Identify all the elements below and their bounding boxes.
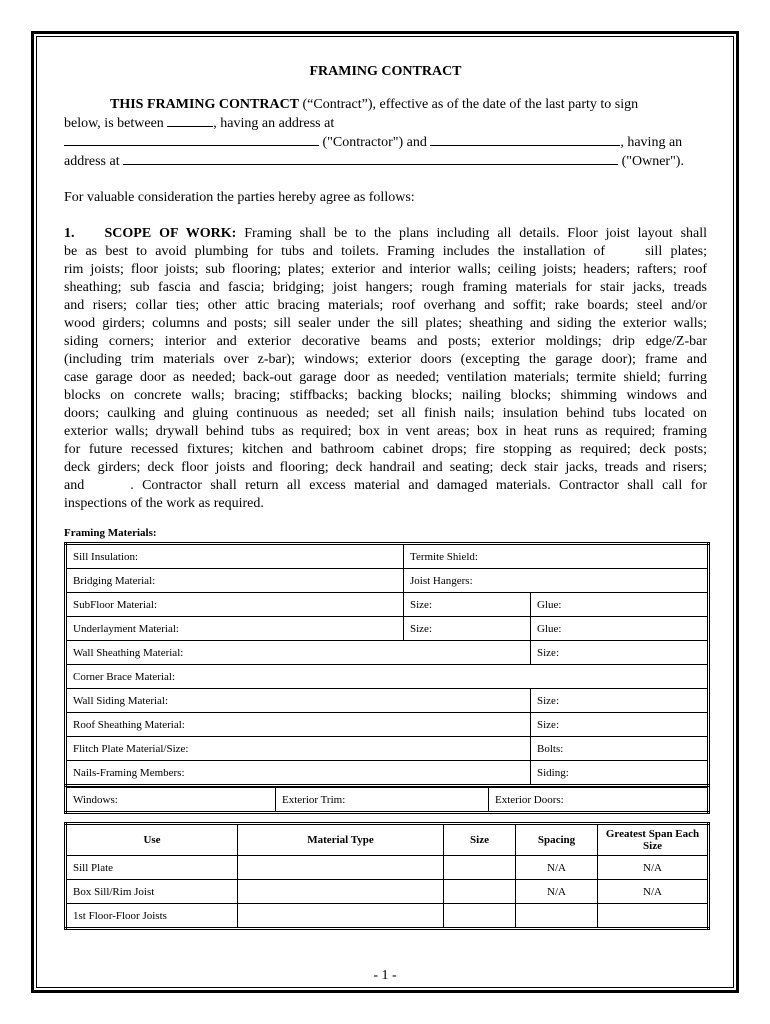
span-cell: N/A <box>598 880 709 904</box>
bridging-material-field[interactable]: Bridging Material: <box>66 569 404 593</box>
scope-line: deck girders; deck floor joists and flooring; deck handrail and seating; deck stair jacks, treads and risers; <box>64 460 707 475</box>
exterior-doors-field[interactable]: Exterior Doors: <box>489 788 709 813</box>
corner-brace-field[interactable]: Corner Brace Material: <box>66 665 709 689</box>
page-number: - 1 - <box>373 968 397 983</box>
windows-trim-doors-table <box>64 787 710 814</box>
wall-sheathing-field[interactable]: Wall Sheathing Material: <box>66 641 531 665</box>
scope-line: (including trim materials over z-bar); windows; exterior doors (excepting the garage door); frame and <box>64 352 707 367</box>
intro-paragraph <box>64 96 707 171</box>
joist-hangers-field[interactable]: Joist Hangers: <box>404 569 709 593</box>
span-cell[interactable] <box>598 904 709 929</box>
use-cell: Sill Plate <box>66 856 238 880</box>
scope-line: Framing shall be to the plans including all details. Floor joist layout shall <box>244 226 708 241</box>
size-cell[interactable] <box>444 880 516 904</box>
material-type-cell[interactable] <box>238 904 444 929</box>
consideration-text: For valuable consideration the parties hereby agree as follows: <box>64 190 415 205</box>
wall-sheathing-size-field[interactable]: Size: <box>531 641 709 665</box>
sill-insulation-field[interactable]: Sill Insulation: <box>66 544 404 569</box>
roof-sheathing-field[interactable]: Roof Sheathing Material: <box>66 713 531 737</box>
span-cell: N/A <box>598 856 709 880</box>
column-header-material-type: Material Type <box>238 824 444 856</box>
windows-field[interactable]: Windows: <box>66 788 276 813</box>
termite-shield-field[interactable]: Termite Shield: <box>404 544 709 569</box>
material-type-cell[interactable] <box>238 880 444 904</box>
scope-line: and risers; collar ties; other attic bracing materials; roof overhang and soffit; rake boards; steel and/or <box>64 298 707 313</box>
document-title: FRAMING CONTRACT <box>309 64 462 79</box>
scope-line: be as best to avoid plumbing for tubs and toilets. Framing includes the installation of <box>64 244 606 259</box>
intro-line3a: ("Contractor") and <box>319 135 431 150</box>
material-type-cell[interactable] <box>238 856 444 880</box>
underlayment-size-field[interactable]: Size: <box>404 617 531 641</box>
scope-line: doors; caulking and gluing continuous as needed; set all finish nails; insulation behind tubs located on <box>64 406 707 421</box>
table-header-row <box>66 824 709 856</box>
subfloor-size-field[interactable]: Size: <box>404 593 531 617</box>
document-body <box>64 64 707 930</box>
bolts-field[interactable]: Bolts: <box>531 737 709 761</box>
table-row <box>66 641 709 665</box>
scope-line: wood girders; columns and posts; sill sealer under the sill plates; sheathing and siding the exterior walls; <box>64 316 707 331</box>
intro-line4a: address at <box>64 154 124 169</box>
use-cell: Box Sill/Rim Joist <box>66 880 238 904</box>
spacing-cell: N/A <box>516 856 598 880</box>
size-cell[interactable] <box>444 856 516 880</box>
underlayment-material-field[interactable]: Underlayment Material: <box>66 617 404 641</box>
framing-materials-label: Framing Materials: <box>64 527 157 539</box>
intro-line2b: , having an address at <box>213 116 335 131</box>
spacing-cell[interactable] <box>516 904 598 929</box>
subfloor-material-field[interactable]: SubFloor Material: <box>66 593 404 617</box>
section-number: 1. <box>64 226 75 241</box>
scope-line: exterior walls; drywall behind tubs as required; box in vent areas; box in heat runs as required; framing <box>64 424 707 439</box>
table-row <box>66 544 709 569</box>
table-row <box>66 689 709 713</box>
scope-line: blocks on concrete walls; bracing; stiffbacks; backing blocks; nailing blocks; shimming windows and <box>64 388 707 403</box>
underlayment-glue-field[interactable]: Glue: <box>531 617 709 641</box>
scope-line: and <box>64 478 85 493</box>
table-row <box>66 856 709 880</box>
exterior-trim-field[interactable]: Exterior Trim: <box>276 788 489 813</box>
siding-field[interactable]: Siding: <box>531 761 709 786</box>
flitch-plate-field[interactable]: Flitch Plate Material/Size: <box>66 737 531 761</box>
wall-siding-field[interactable]: Wall Siding Material: <box>66 689 531 713</box>
intro-line4b: ("Owner"). <box>618 154 684 169</box>
scope-line: inspections of the work as required. <box>64 496 264 511</box>
table-row <box>66 737 709 761</box>
table-row <box>66 880 709 904</box>
table-row <box>66 617 709 641</box>
subfloor-glue-field[interactable]: Glue: <box>531 593 709 617</box>
scope-of-work-section <box>64 225 707 513</box>
use-table <box>64 822 710 930</box>
column-header-size: Size <box>444 824 516 856</box>
scope-line: sheathing; sub fascia and fascia; bridging; joist hangers; rough framing materials for stair jacks, treads <box>64 280 707 295</box>
table-row <box>66 593 709 617</box>
column-header-greatest-span: Greatest Span Each Size <box>598 824 709 856</box>
owner-address-blank[interactable] <box>123 152 618 165</box>
intro-line2a: below, is between <box>64 116 168 131</box>
intro-line3b: , having an <box>620 135 683 150</box>
scope-line: siding corners; interior and exterior decorative beams and posts; exterior moldings; drip edge/Z-bar <box>64 334 707 349</box>
table-row <box>66 665 709 689</box>
party-name-blank[interactable] <box>167 114 213 127</box>
intro-line1: (“Contract”), effective as of the date of the last party to sign <box>299 97 639 112</box>
scope-line: sill plates; <box>645 244 707 259</box>
section-heading: SCOPE OF WORK: <box>104 226 237 241</box>
size-cell[interactable] <box>444 904 516 929</box>
column-header-use: Use <box>66 824 238 856</box>
owner-name-blank[interactable] <box>430 133 620 146</box>
nails-framing-field[interactable]: Nails-Framing Members: <box>66 761 531 786</box>
table-row <box>66 788 709 813</box>
roof-sheathing-size-field[interactable]: Size: <box>531 713 709 737</box>
intro-lead: THIS FRAMING CONTRACT <box>110 97 300 112</box>
scope-line: rim joists; floor joists; sub flooring; plates; exterior and interior walls; ceiling joists; headers; rafters; roof <box>64 262 707 277</box>
scope-line: for future recessed fixtures; kitchen and bathroom cabinet drops; fire stopping as required; deck posts; <box>64 442 707 457</box>
table-row <box>66 761 709 786</box>
spacing-cell: N/A <box>516 880 598 904</box>
wall-siding-size-field[interactable]: Size: <box>531 689 709 713</box>
table-row <box>66 569 709 593</box>
column-header-spacing: Spacing <box>516 824 598 856</box>
table-row <box>66 713 709 737</box>
use-cell: 1st Floor-Floor Joists <box>66 904 238 929</box>
scope-line: case garage door as needed; back-out garage door as needed; ventilation materials; termite shield; furring <box>64 370 707 385</box>
scope-line: . Contractor shall return all excess material and damaged materials. Contractor shall call for <box>130 478 707 493</box>
table-row <box>66 904 709 929</box>
framing-materials-table <box>64 542 710 787</box>
contractor-address-blank[interactable] <box>64 133 319 146</box>
